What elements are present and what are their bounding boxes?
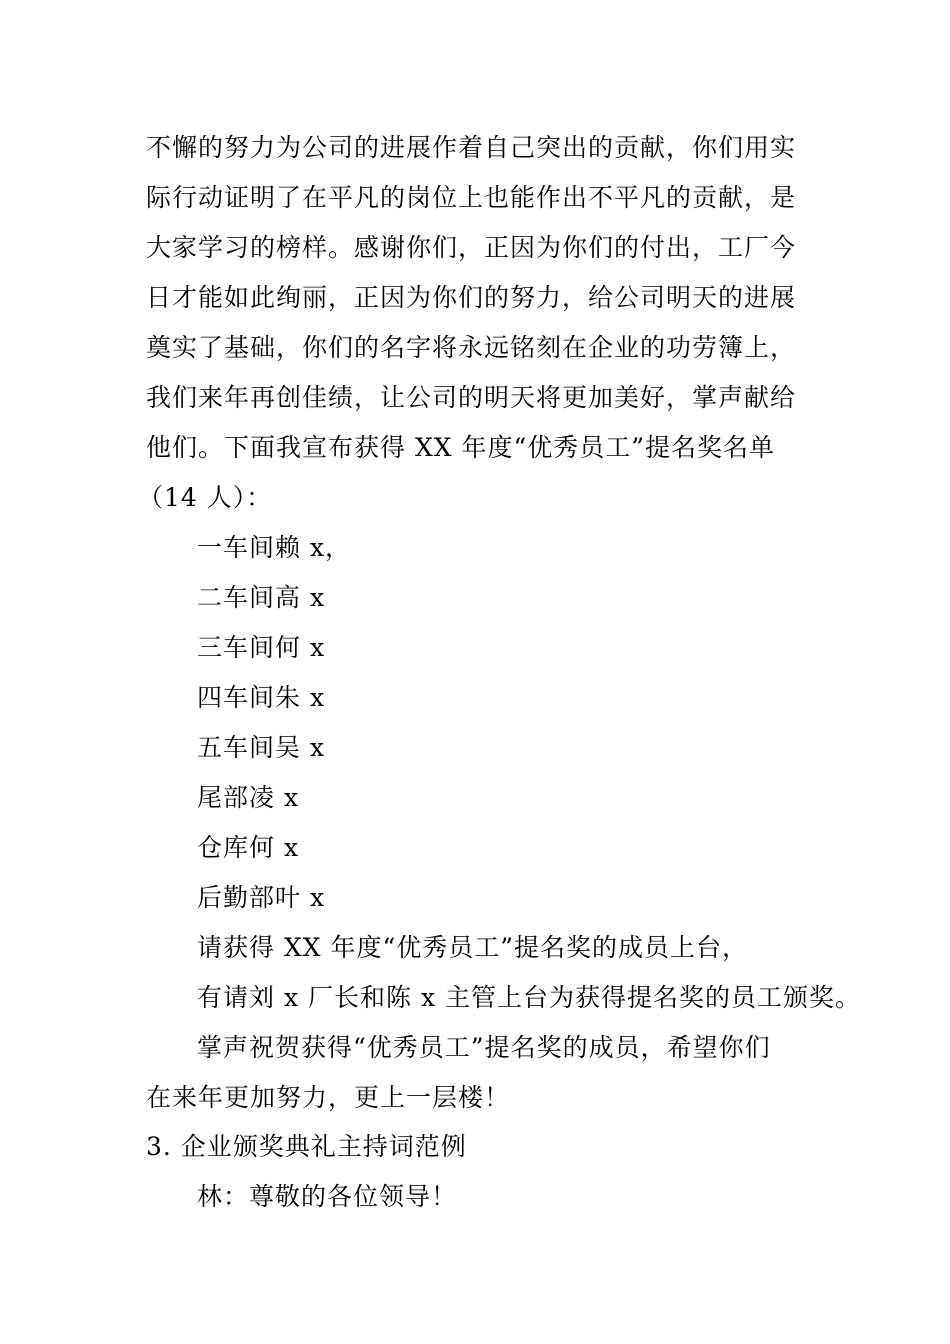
nominee-item: 四车间朱 x [197, 683, 326, 712]
nominee-item: 三车间何 x [197, 633, 326, 662]
presenter-line: 有请刘 x 厂长和陈 x 主管上台为获得提名奖的员工颁奖。 [197, 983, 861, 1012]
paragraph-line: 奠实了基础，你们的名字将永远铭刻在企业的功劳簿上， [146, 333, 797, 362]
nominee-item: 一车间赖 x， [197, 533, 352, 562]
section-heading: 3. 企业颁奖典礼主持词范例 [146, 1132, 467, 1161]
paragraph-line: 大家学习的榜样。感谢你们，正因为你们的付出，工厂今 [146, 233, 797, 262]
nominee-item: 仓库何 x [197, 833, 300, 862]
invite-line: 请获得 XX 年度“优秀员工”提名奖的成员上台， [197, 933, 749, 962]
paragraph-line: 他们。下面我宣布获得 XX 年度“优秀员工”提名奖名单 [146, 433, 776, 462]
closing-line: 掌声祝贺获得“优秀员工”提名奖的成员，希望你们 [197, 1033, 771, 1062]
paragraph-line: 我们来年再创佳绩，让公司的明天将更加美好，掌声献给 [146, 383, 797, 412]
nominee-item: 二车间高 x [197, 583, 326, 612]
nominee-item: 尾部凌 x [197, 783, 300, 812]
paragraph-line: 际行动证明了在平凡的岗位上也能作出不平凡的贡献，是 [146, 183, 797, 212]
nominee-item: 后勤部叶 x [197, 883, 326, 912]
paragraph-line: 日才能如此绚丽，正因为你们的努力，给公司明天的进展 [146, 283, 797, 312]
host-line: 林：尊敬的各位领导！ [197, 1182, 458, 1211]
paragraph-line: 不懈的努力为公司的进展作着自己突出的贡献，你们用实 [146, 133, 797, 162]
closing-line: 在来年更加努力，更上一层楼！ [146, 1083, 511, 1112]
paragraph-line: （14 人）： [138, 483, 273, 512]
nominee-item: 五车间吴 x [197, 733, 326, 762]
